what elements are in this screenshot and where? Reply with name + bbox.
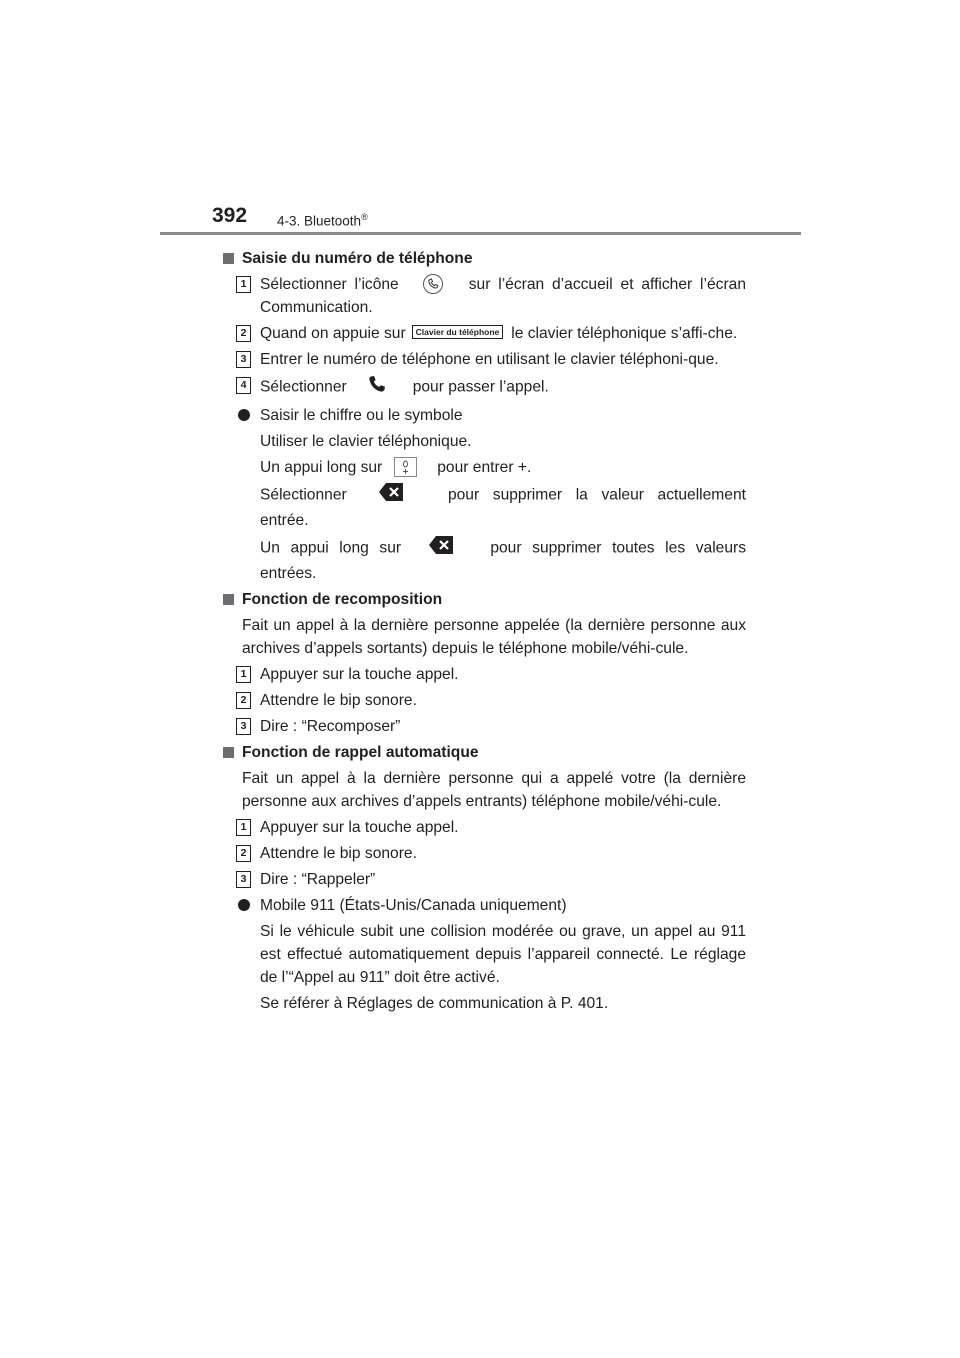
phone-circle-icon bbox=[423, 274, 443, 294]
step-number-badge: 1 bbox=[236, 819, 251, 836]
step-number-badge: 1 bbox=[236, 276, 251, 293]
step-number-badge: 1 bbox=[236, 666, 251, 683]
step bbox=[222, 663, 746, 686]
step bbox=[222, 689, 746, 712]
heading-text: Fonction de recomposition bbox=[242, 591, 443, 608]
step bbox=[222, 348, 746, 371]
step-text: Entrer le numéro de téléphone en utilisant le clavier téléphoni-que. bbox=[260, 351, 719, 368]
line-text-cont: pour supprimer toutes les valeurs bbox=[490, 539, 746, 557]
step-number-badge: 3 bbox=[236, 351, 251, 368]
section-heading bbox=[222, 247, 746, 270]
step-text: Dire : “Rappeler” bbox=[260, 871, 376, 888]
section-heading bbox=[222, 588, 746, 611]
page-reference: Se référer à Réglages de communication à P. 401. bbox=[260, 995, 609, 1012]
step-text: Attendre le bip sonore. bbox=[260, 845, 417, 862]
section-heading bbox=[222, 741, 746, 764]
bullet-line bbox=[222, 482, 746, 509]
bullet-text: Saisir le chiffre ou le symbole bbox=[260, 407, 463, 424]
section-title bbox=[277, 212, 368, 229]
heading-text: Fonction de rappel automatique bbox=[242, 744, 479, 761]
step-text-cont: le clavier téléphonique s’affi-che. bbox=[511, 325, 738, 342]
step-number-badge: 2 bbox=[236, 325, 251, 342]
square-bullet-icon bbox=[223, 747, 234, 758]
step bbox=[222, 322, 746, 345]
step bbox=[222, 868, 746, 891]
bullet-line: entrée. bbox=[260, 512, 309, 529]
page-number: 392 bbox=[212, 204, 248, 227]
step bbox=[222, 842, 746, 865]
step-number-badge: 2 bbox=[236, 692, 251, 709]
step-text: Appuyer sur la touche appel. bbox=[260, 666, 459, 683]
page-content bbox=[222, 244, 746, 1015]
step-text: Attendre le bip sonore. bbox=[260, 692, 417, 709]
step-number-badge: 2 bbox=[236, 845, 251, 862]
step bbox=[222, 273, 746, 319]
step-text-cont: sur l’écran d’accueil et afficher l’écran Communication. bbox=[260, 276, 746, 316]
line-text-cont: pour entrer +. bbox=[437, 459, 532, 476]
bullet-line bbox=[222, 535, 746, 562]
heading-text: Saisie du numéro de téléphone bbox=[242, 250, 473, 267]
bullet-item bbox=[222, 894, 746, 917]
section-intro: Fait un appel à la dernière personne qui a appelé votre (la dernière personne aux archives d’appels entrants) téléphone mobile/véhi-cule. bbox=[242, 770, 746, 810]
bullet-dot-icon bbox=[238, 899, 250, 911]
step-text: Sélectionner bbox=[260, 378, 347, 396]
line-text: Sélectionner bbox=[260, 486, 347, 504]
backspace-delete-icon bbox=[428, 535, 454, 562]
step-number-badge: 3 bbox=[236, 871, 251, 888]
section-text: 4-3. Bluetooth bbox=[277, 213, 362, 229]
backspace-delete-icon bbox=[378, 482, 404, 509]
step-text: Quand on appuie sur bbox=[260, 325, 406, 342]
step-text: Dire : “Recomposer” bbox=[260, 718, 401, 735]
square-bullet-icon bbox=[223, 594, 234, 605]
bullet-line bbox=[222, 456, 746, 479]
step-text-cont: pour passer l’appel. bbox=[412, 378, 549, 396]
header-rule bbox=[160, 232, 801, 235]
bullet-item bbox=[222, 404, 746, 427]
bullet-line: entrées. bbox=[260, 565, 317, 582]
square-bullet-icon bbox=[223, 253, 234, 264]
line-text: Un appui long sur bbox=[260, 459, 383, 476]
bullet-line: Utiliser le clavier téléphonique. bbox=[260, 433, 472, 450]
step bbox=[222, 715, 746, 738]
bullet-text: Mobile 911 (États-Unis/Canada uniquement) bbox=[260, 897, 567, 914]
handset-icon bbox=[367, 374, 387, 401]
step-text: Appuyer sur la touche appel. bbox=[260, 819, 459, 836]
line-text: Un appui long sur bbox=[260, 539, 402, 557]
page-header bbox=[160, 200, 801, 240]
zero-plus-key-icon bbox=[394, 457, 417, 477]
step-number-badge: 4 bbox=[236, 377, 251, 394]
bullet-paragraph: Si le véhicule subit une collision modérée ou grave, un appel au 911 est effectué automatiquement depuis l’appareil connecté. Le réglage de l’“Appel au 911” doit être activé. bbox=[260, 923, 746, 986]
section-intro: Fait un appel à la dernière personne appelée (la dernière personne aux archives d’appels sortants) depuis le téléphone mobile/véhi-cule. bbox=[242, 617, 746, 657]
keypad-button: Clavier du téléphone bbox=[412, 325, 504, 339]
line-text-cont: pour supprimer la valeur actuellement bbox=[447, 486, 746, 504]
step bbox=[222, 816, 746, 839]
registered-mark: ® bbox=[361, 212, 368, 222]
bullet-dot-icon bbox=[238, 409, 250, 421]
step-text: Sélectionner l’icône bbox=[260, 276, 399, 293]
step-number-badge: 3 bbox=[236, 718, 251, 735]
step bbox=[222, 374, 746, 401]
